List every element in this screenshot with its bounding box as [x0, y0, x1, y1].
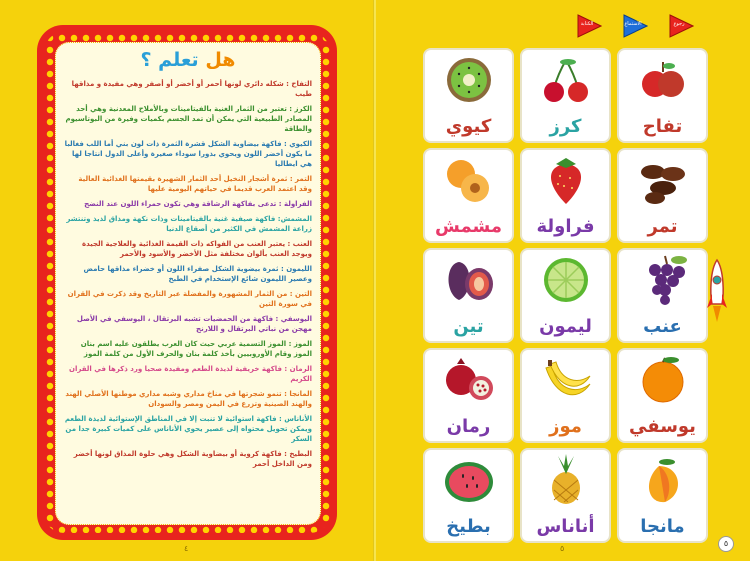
heading-word-1: هل: [205, 49, 236, 71]
fig-icon: [441, 254, 497, 306]
fruit-name: كيوي: [445, 116, 492, 137]
fruit-tile-apricot[interactable]: [423, 148, 514, 243]
fact-item: الأناناس : فاكهة استوائية لا تنبت إلا في المناطق الإستوائية لذيذة الطعم ويمكن تحويل محتواه إلى عصير يحوي الأناناس على كميات كبيرة جدا من السكر: [64, 415, 312, 443]
fruit-name: عنب: [643, 316, 682, 337]
back-button[interactable]: [668, 14, 694, 38]
fruit-name: مشمش: [435, 216, 502, 237]
fruit-tile-mango[interactable]: [617, 448, 708, 543]
fruit-tile-grapes[interactable]: [617, 248, 708, 343]
fruit-name: تفاح: [642, 116, 683, 137]
fruit-tile-fig[interactable]: [423, 248, 514, 343]
fact-item: الفراولة : تدعى بفاكهة الرشاقة وهي تكون حمراء اللون عند النضج: [84, 200, 312, 208]
fruit-name: تين: [453, 316, 484, 337]
fruit-name: بطيخ: [446, 516, 491, 537]
rocket-icon[interactable]: [706, 258, 728, 324]
fact-item: اليوسفي : فاكهة من الحمضيات تشبه البرتقال ، اليوسفي في الأصل مهجن من نباتي البرتقال و اللارنج: [76, 315, 312, 333]
fruit-name: رمان: [446, 416, 491, 437]
fact-item: الكيوي : فاكهة بيضاوية الشكل قشرة الثمرة ذات لون بني أما اللب فغالبا ما يكون أخضر اللون ويحوي بذورا سوداء صغيرة وأعلى الدول انتاجا لها هي ايطاليا: [64, 140, 312, 168]
fruit-tile-banana[interactable]: [520, 348, 611, 443]
banana-icon: [538, 354, 594, 406]
grapes-icon: [635, 254, 691, 306]
apricot-icon: [441, 154, 497, 206]
fruit-tile-watermelon[interactable]: [423, 448, 514, 543]
fact-item: الليمون : ثمرة بيضوية الشكل صفراء اللون أو خضراء مذاقها حامض وعصير الليمون شائع الإستخدام في الطبخ: [83, 265, 312, 283]
writing-label: الكتابة: [580, 21, 594, 27]
writing-button[interactable]: [576, 14, 602, 38]
nav-buttons: [560, 14, 700, 40]
fruit-name: مانجا: [640, 516, 685, 537]
fruit-grid: [421, 48, 705, 544]
dates-icon: [635, 154, 691, 206]
fruit-tile-tangerine[interactable]: [617, 348, 708, 443]
fruit-tile-apple[interactable]: [617, 48, 708, 143]
fact-item: الرمان : فاكهة خريفية لذيذة الطعم ومفيدة صحيا ورد ذكرها في القران الكريم: [69, 365, 312, 383]
apple-icon: [635, 54, 691, 106]
listen-button[interactable]: [622, 14, 648, 38]
facts-list: [64, 79, 312, 474]
heading-word-2: تعلم ؟: [140, 49, 199, 71]
right-page-number: ٥: [560, 544, 565, 553]
fact-item: التمر : ثمرة أشجار النخيل أحد الثمار الشهيرة بقيمتها الغذائية العالية وقد اعتمد العرب قديما في حياتهم اليومية عليها: [78, 175, 312, 193]
did-you-know-card: [55, 42, 321, 525]
left-page-number: ٤: [184, 544, 189, 553]
fact-item: الكرز : تعتبر من الثمار الغنية بالفيتامينات وبالأملاح المعدنية وهي أحد المصادر الطبيعية التي يمكن أن تمد الجسم بكميات وفيرة من البوتاسيوم والطاقة: [65, 105, 312, 133]
back-label: رجوع: [673, 21, 685, 27]
did-you-know-heading: [56, 49, 320, 71]
fruit-tile-strawberry[interactable]: [520, 148, 611, 243]
strawberry-icon: [538, 154, 594, 206]
fruit-tile-dates[interactable]: [617, 148, 708, 243]
fruit-name: كرز: [549, 116, 582, 137]
fact-item: البطيخ : فاكهة كروية أو بيضاوية الشكل وهي حلوة المذاق لونها أخضر ومن الداخل أحمر: [73, 450, 312, 468]
mango-icon: [635, 454, 691, 506]
fruit-tile-lime[interactable]: [520, 248, 611, 343]
fact-item: التين : من الثمار المشهورة والمفضلة عبر التاريخ وقد ذكرت في القران في سورة التين: [67, 290, 312, 308]
tangerine-icon: [635, 354, 691, 406]
fruit-tile-pomegranate[interactable]: [423, 348, 514, 443]
cherry-icon: [538, 54, 594, 106]
fact-item: العنب : يعتبر العنب من الفواكه ذات القيمة الغذائية والعلاجية الجيدة ويوجد العنب بألوان مختلفة مثل الأخضر والأسود والأحمر: [81, 240, 312, 258]
fruit-name: موز: [549, 416, 582, 437]
pineapple-icon: [538, 454, 594, 506]
fact-item: المشمش: فاكهة صيفية غنية بالفيتامينات وذات نكهة ومذاق لذيذ وتنتشر زراعة المشمش في الكثير من أصقاع الدنيا: [66, 215, 312, 233]
fruit-tile-cherry[interactable]: [520, 48, 611, 143]
pomegranate-icon: [441, 354, 497, 406]
fruit-name: تمر: [647, 216, 678, 237]
kiwi-icon: [441, 54, 497, 106]
fact-item: المانجا : تنمو شجرتها في مناخ مداري وشبه مداري موطنها الأصلي الهند والهند الصينية وتزرع في اليمن ومصر والسودان: [65, 390, 312, 408]
fruit-tile-kiwi[interactable]: [423, 48, 514, 143]
fruit-name: فراولة: [536, 216, 595, 237]
fruit-name: أناناس: [536, 516, 595, 537]
lime-icon: [538, 254, 594, 306]
fact-item: التفاح : شكله دائري لونها أحمر أو أخضر أو أصفر وهي مفيدة و مذاقها طيب: [71, 80, 312, 98]
page-badge: ٥: [718, 536, 734, 552]
fact-item: الموز : الموز التسمية عربي حيث كان العرب يطلقون عليه اسم بنان الموز وقام الأوروبيين بأخذ كلمة بنان والحرف الأول من كلمة الموز: [80, 340, 312, 358]
watermelon-icon: [441, 454, 497, 506]
fruit-name: ليمون: [539, 316, 592, 337]
fruit-name: يوسفي: [629, 416, 696, 437]
fruit-tile-pineapple[interactable]: [520, 448, 611, 543]
listen-label: الاستماع: [624, 21, 642, 27]
